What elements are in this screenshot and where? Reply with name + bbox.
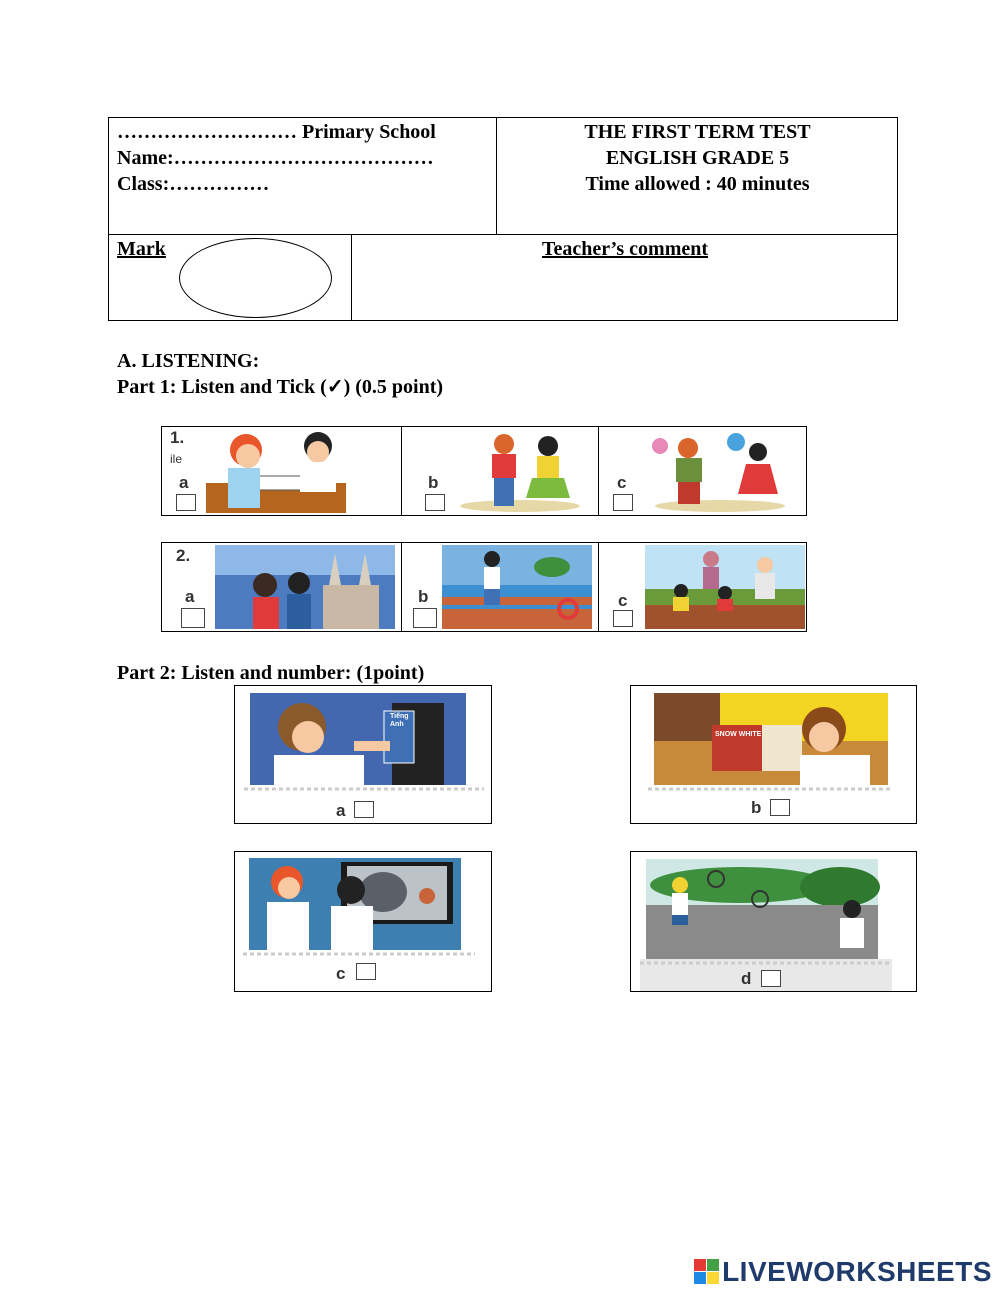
- part1-row1-divider-2: [598, 426, 599, 516]
- part2-letter-d: d: [741, 969, 752, 988]
- name-line: Name:…………………………………: [117, 147, 434, 169]
- part1-row2-letter-a: a: [185, 587, 195, 606]
- part1-row2-picture-c: [645, 545, 805, 629]
- class-line: Class:……………: [117, 173, 270, 195]
- part1-row1-letter-b: b: [428, 473, 439, 492]
- mark-oval[interactable]: [179, 238, 332, 318]
- part2-picture-b: [648, 689, 892, 795]
- part1-row1-checkbox-c[interactable]: [613, 494, 633, 511]
- part1-row2-divider-1: [401, 542, 402, 632]
- part1-heading: Part 1: Listen and Tick (✓) (0.5 point): [117, 376, 444, 398]
- part2-heading: Part 2: Listen and number: (1point): [117, 662, 425, 684]
- part2-checkbox-a[interactable]: [354, 801, 374, 818]
- part2-book-title-a: Tiếng Anh: [390, 713, 409, 728]
- teacher-comment-label: Teacher’s comment: [541, 238, 709, 260]
- part1-row2-picture-a: [215, 545, 395, 629]
- part2-letter-a: a: [336, 801, 346, 820]
- liveworksheets-logo: [694, 1256, 992, 1288]
- part1-row1-letter-a: a: [179, 473, 189, 492]
- part1-row2-checkbox-c[interactable]: [613, 610, 633, 627]
- test-title: THE FIRST TERM TEST: [584, 121, 811, 143]
- part1-row2-letter-c: c: [618, 591, 628, 610]
- part1-row1-picture-c: [640, 430, 790, 512]
- header-divider-horizontal: [108, 234, 898, 235]
- logo-square: [707, 1272, 719, 1284]
- part1-row2-letter-b: b: [418, 587, 429, 606]
- school-line: ……………………… Primary School: [117, 121, 436, 143]
- logo-square: [707, 1259, 719, 1271]
- mark-label: Mark: [117, 238, 166, 260]
- part1-row1-fragment: ile: [170, 452, 183, 466]
- part1-row2-checkbox-a[interactable]: [181, 608, 205, 628]
- listening-heading: A. LISTENING:: [117, 350, 260, 372]
- part2-checkbox-d[interactable]: [761, 970, 781, 987]
- part2-picture-c: [243, 854, 475, 960]
- part1-row2-divider-2: [598, 542, 599, 632]
- part1-row1-number: 1.: [170, 428, 185, 447]
- part1-row1-letter-c: c: [617, 473, 627, 492]
- part1-row1-divider-1: [401, 426, 402, 516]
- part2-letter-c: c: [336, 964, 346, 983]
- liveworksheets-logo-text: LIVEWORKSHEETS: [722, 1256, 992, 1287]
- logo-square: [694, 1272, 706, 1284]
- logo-square: [694, 1259, 706, 1271]
- part1-row2-number: 2.: [176, 546, 191, 565]
- part2-checkbox-b[interactable]: [770, 799, 790, 816]
- part2-book-title-b: SNOW WHITE: [715, 731, 762, 738]
- part1-row2-picture-b: [442, 545, 592, 629]
- part1-row1-checkbox-b[interactable]: [425, 494, 445, 511]
- test-subject: ENGLISH GRADE 5: [605, 147, 790, 169]
- part1-row2-checkbox-b[interactable]: [413, 608, 437, 628]
- part2-checkbox-c[interactable]: [356, 963, 376, 980]
- part2-picture-a: [244, 689, 484, 795]
- liveworksheets-logo-icon: [694, 1259, 720, 1285]
- part1-row1-checkbox-a[interactable]: [176, 494, 196, 511]
- part2-letter-b: b: [751, 798, 762, 817]
- time-allowed: Time allowed : 40 minutes: [585, 173, 810, 195]
